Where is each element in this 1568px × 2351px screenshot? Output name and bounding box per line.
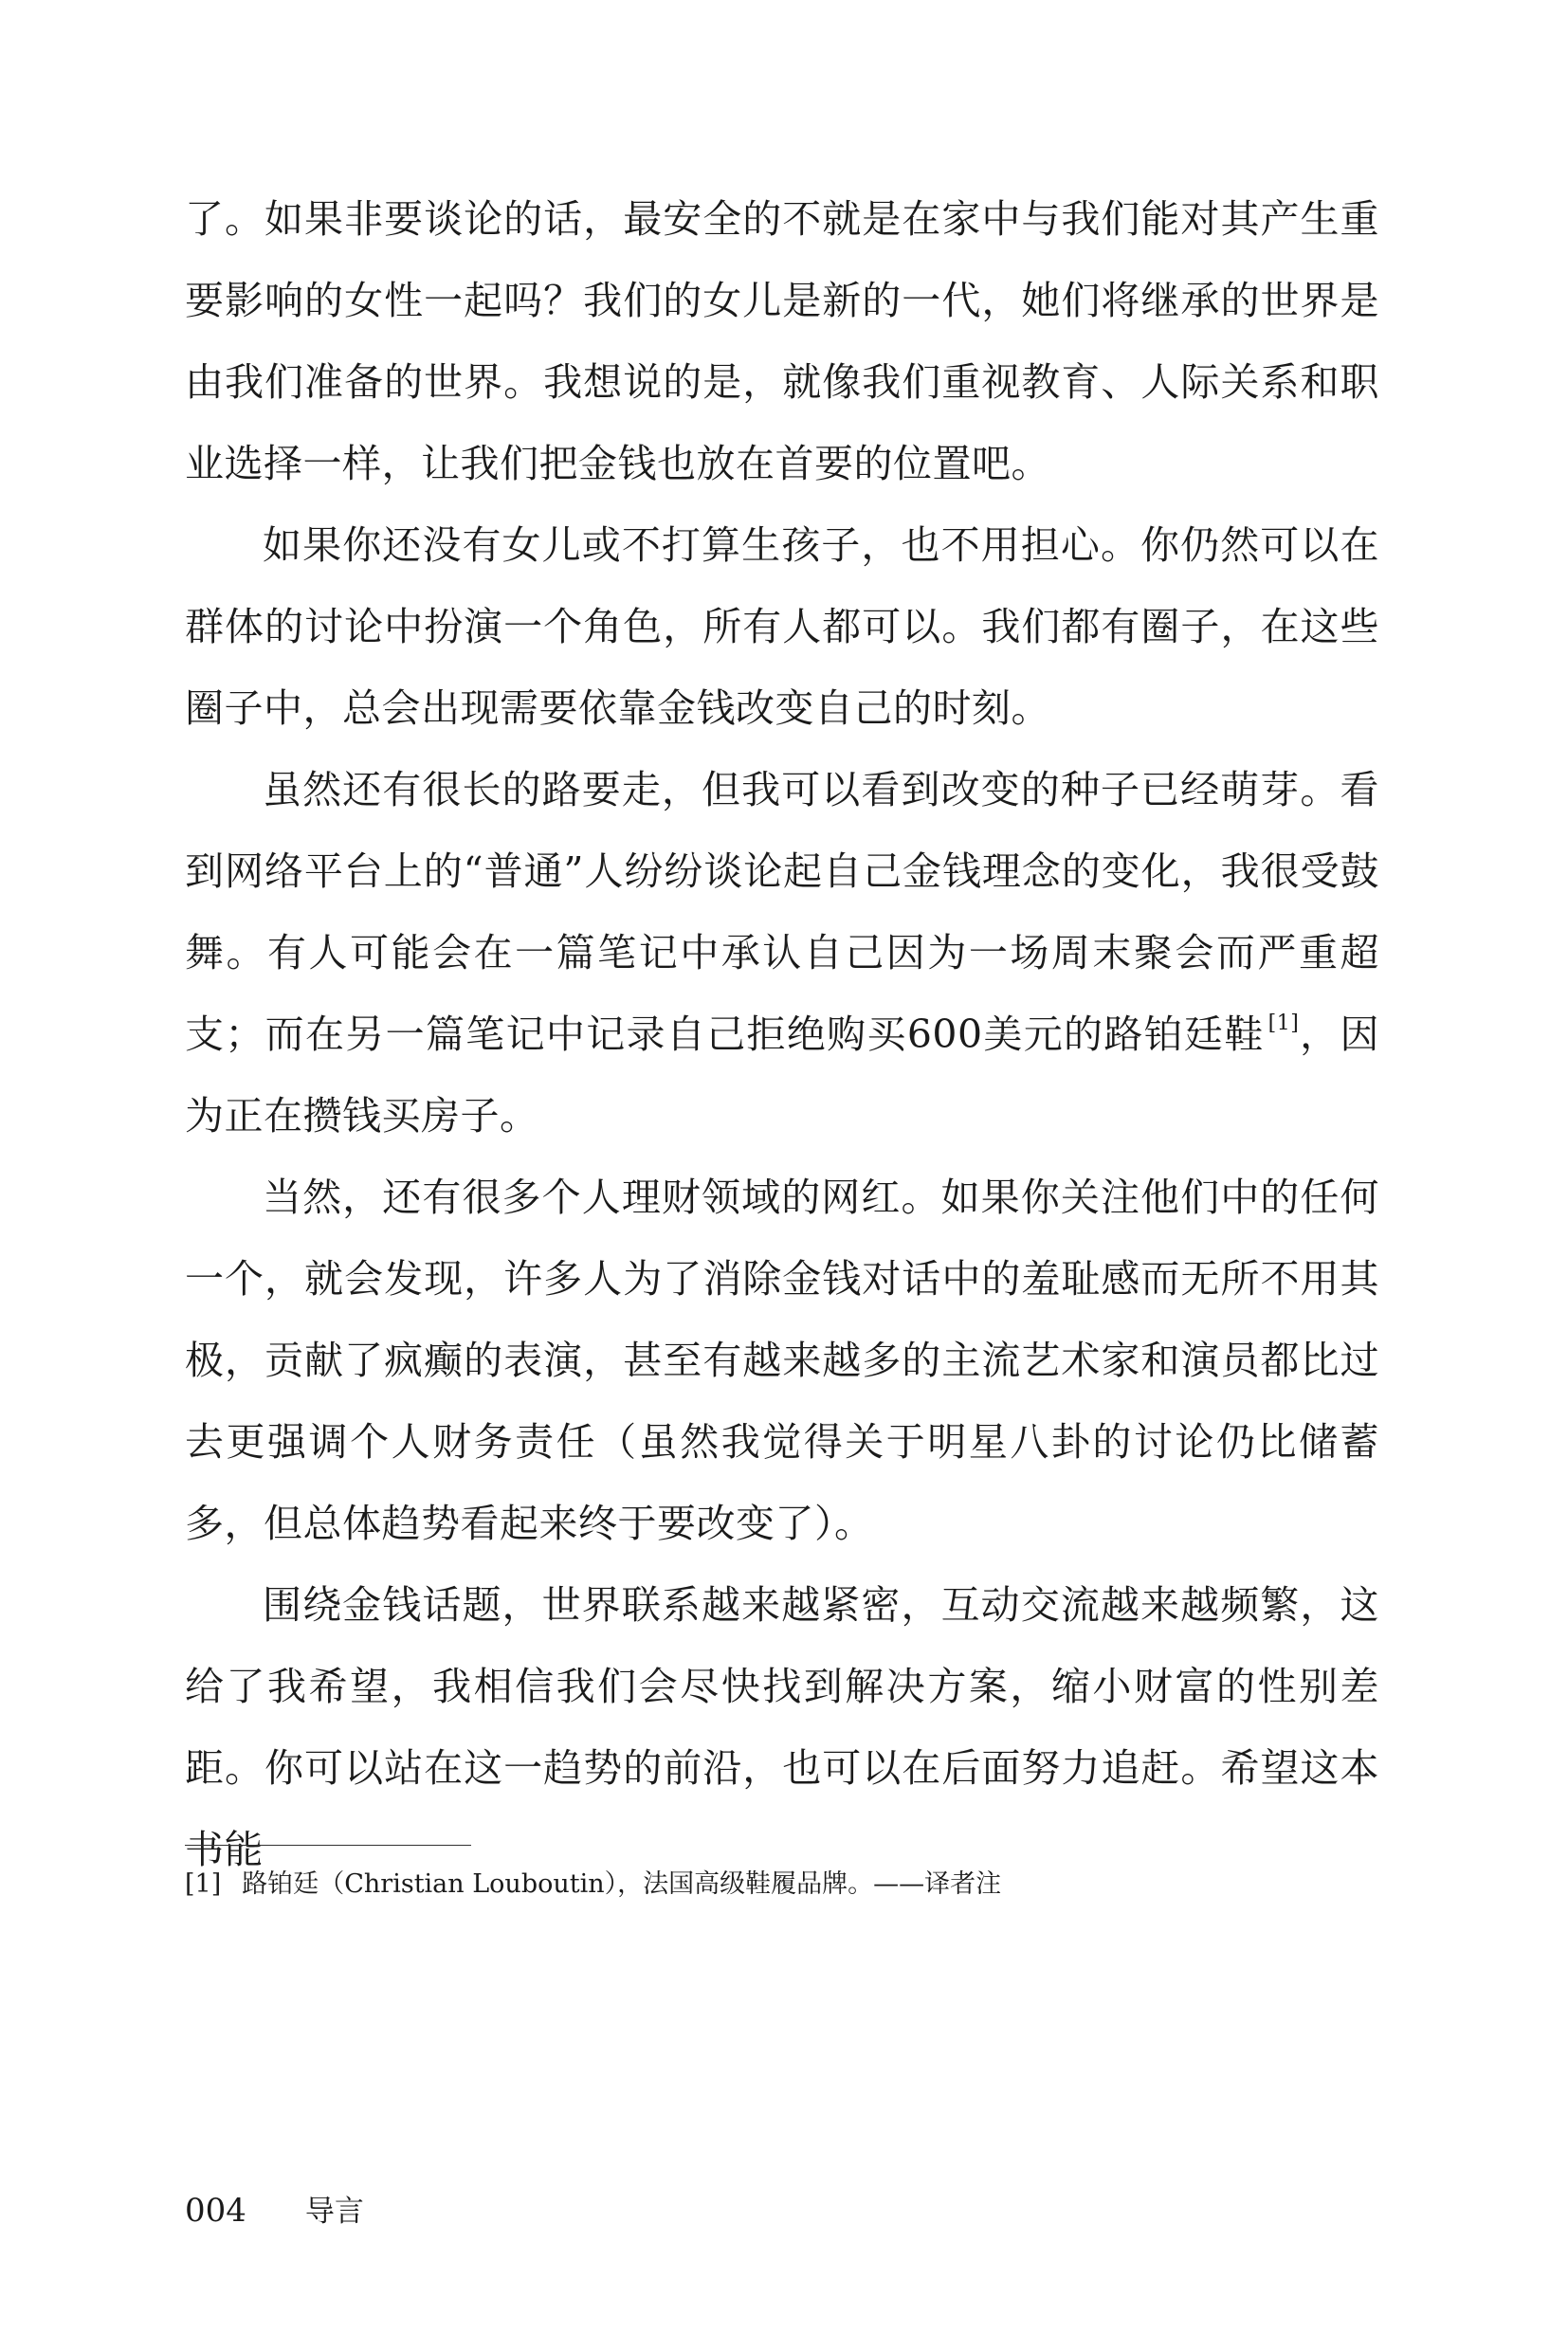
footnote-text: 路铂廷（Christian Louboutin），法国高级鞋履品牌。——译者注: [242, 1869, 1002, 1899]
page-number: 004: [185, 2192, 246, 2230]
paragraph-4: 当然，还有很多个人理财领域的网红。如果你关注他们中的任何一个，就会发现，许多人为了消除金钱对话中的羞耻感而无所不用其极，贡献了疯癫的表演，甚至有越来越多的主流艺术家和演员都比过去更强调个人财务责任（虽然我觉得关于明星八卦的讨论仍比储蓄多，但总体趋势看起来终于要改变了）。: [185, 1175, 1379, 1546]
footnote: [185, 1866, 1379, 1904]
paragraph-5: 围绕金钱话题，世界联系越来越紧密，互动交流越来越频繁，这给了我希望，我相信我们会尽快找到解决方案，缩小财富的性别差距。你可以站在这一趋势的前沿，也可以在后面努力追赶。希望这本书能: [185, 1582, 1379, 1872]
paragraph-3: [185, 749, 1379, 1157]
paragraph-3-tail: ，因为正在攒钱买房子。: [185, 1011, 1379, 1139]
footnote-divider: [185, 1845, 471, 1846]
paragraph-3-text: 虽然还有很长的路要走，但我可以看到改变的种子已经萌芽。看到网络平台上的“普通”人纷纷谈论起自己金钱理念的变化，我很受鼓舞。有人可能会在一篇笔记中承认自己因为一场周末聚会而严重超支；而在另一篇笔记中记录自己拒绝购买600美元的路铂廷鞋: [185, 767, 1379, 1057]
body-text: [185, 178, 1379, 1890]
paragraph-1: 了。如果非要谈论的话，最安全的不就是在家中与我们能对其产生重要影响的女性一起吗？我们的女儿是新的一代，她们将继承的世界是由我们准备的世界。我想说的是，就像我们重视教育、人际关系和职业选择一样，让我们把金钱也放在首要的位置吧。: [185, 196, 1379, 486]
running-head: 导言: [304, 2195, 364, 2229]
paragraph-2: 如果你还没有女儿或不打算生孩子，也不用担心。你仍然可以在群体的讨论中扮演一个角色，所有人都可以。我们都有圈子，在这些圈子中，总会出现需要依靠金钱改变自己的时刻。: [185, 522, 1379, 731]
footnote-reference[interactable]: [1]: [1267, 1011, 1300, 1036]
footnote-marker: [1]: [185, 1869, 222, 1899]
page-footer: [185, 2190, 364, 2233]
